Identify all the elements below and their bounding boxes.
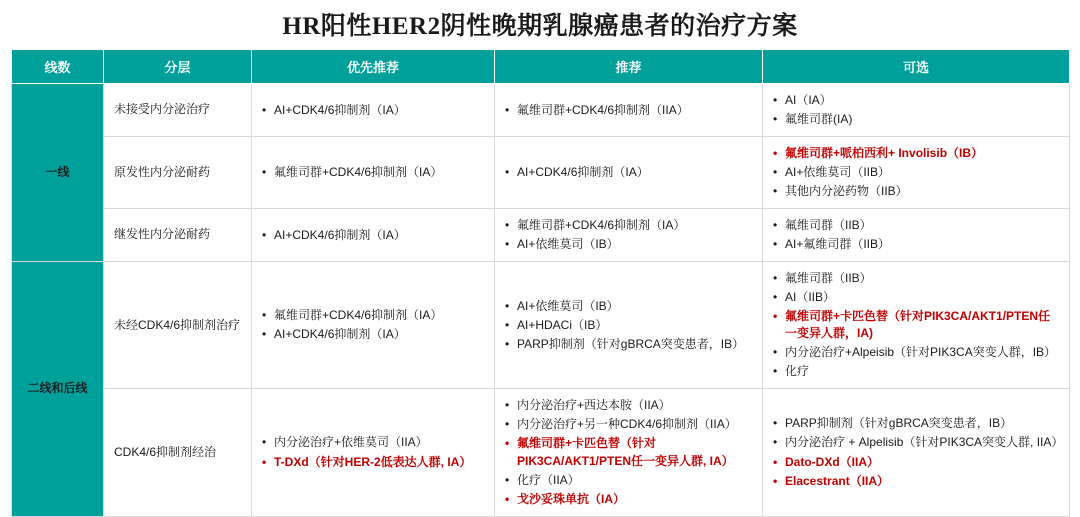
column-header-recommended: 推荐	[495, 50, 763, 84]
priority-cell	[252, 209, 495, 262]
list-item: • 内分泌治疗+Alpeisib（针对PIK3CA突变人群，IB）	[773, 344, 1059, 361]
page-title: HR阳性HER2阴性晚期乳腺癌患者的治疗方案	[282, 13, 798, 40]
stratum-cell: 原发性内分泌耐药	[104, 137, 252, 209]
stratum-cell: 继发性内分泌耐药	[104, 209, 252, 262]
table-row	[12, 84, 1070, 137]
item-list	[262, 227, 484, 244]
list-item: • AI+依维莫司（IB）	[505, 236, 752, 253]
item-list	[262, 164, 484, 181]
list-item: • 其他内分泌药物（IIB）	[773, 183, 1059, 200]
list-item: • 氟维司群+CDK4/6抑制剂（IA）	[262, 307, 484, 324]
list-item: • AI+HDACi（IB）	[505, 317, 752, 334]
table-body	[12, 84, 1070, 517]
item-list	[505, 102, 752, 119]
item-list	[505, 298, 752, 353]
list-item: • 氟维司群+CDK4/6抑制剂（IIA）	[505, 102, 752, 119]
recommended-cell	[495, 84, 763, 137]
item-list	[773, 270, 1059, 380]
optional-cell	[763, 209, 1070, 262]
recommended-cell	[495, 137, 763, 209]
column-header-stratum: 分层	[104, 50, 252, 84]
item-list	[505, 217, 752, 253]
list-item: • 氟维司群+CDK4/6抑制剂（IA）	[505, 217, 752, 234]
optional-cell	[763, 137, 1070, 209]
recommended-cell	[495, 262, 763, 389]
item-list	[505, 397, 752, 507]
stratum-cell: 未经CDK4/6抑制剂治疗	[104, 262, 252, 389]
list-item: • AI+CDK4/6抑制剂（IA）	[262, 102, 484, 119]
item-list	[262, 307, 484, 343]
list-item: • Elacestrant（IIA）	[773, 473, 1059, 490]
list-item: • 戈沙妥珠单抗（IA）	[505, 491, 752, 508]
item-list	[773, 415, 1064, 489]
list-item: • AI+CDK4/6抑制剂（IA）	[262, 326, 484, 343]
list-item: • 化疗（IIA）	[505, 472, 752, 489]
priority-cell	[252, 262, 495, 389]
recommended-cell	[495, 389, 763, 516]
column-header-priority: 优先推荐	[252, 50, 495, 84]
item-list	[773, 92, 1059, 128]
table-row	[12, 209, 1070, 262]
list-item: • 内分泌治疗+依维莫司（IIA）	[262, 434, 484, 451]
list-item: • 氟维司群（IIB）	[773, 270, 1059, 287]
list-item: • 氟维司群(IA)	[773, 111, 1059, 128]
recommended-cell	[495, 209, 763, 262]
optional-cell	[763, 84, 1070, 137]
line-group-label: 一线	[12, 84, 104, 262]
list-item: • AI+氟维司群（IIB）	[773, 236, 1059, 253]
list-item: • 氟维司群+卡匹色替（针对PIK3CA/AKT1/PTEN任一变异人群，IA)	[773, 308, 1059, 342]
optional-cell	[763, 389, 1070, 516]
list-item: • AI（IA）	[773, 92, 1059, 109]
list-item: • 氟维司群（IIB）	[773, 217, 1059, 234]
item-list	[773, 145, 1059, 200]
table-header-row	[12, 50, 1070, 84]
list-item: • T-DXd（针对HER-2低表达人群, IA）	[262, 454, 484, 471]
optional-cell	[763, 262, 1070, 389]
list-item: • 氟维司群+哌柏西利+ Involisib（IB）	[773, 145, 1059, 162]
list-item: • Dato-DXd（IIA）	[773, 454, 1059, 471]
list-item: • AI+依维莫司（IB）	[505, 298, 752, 315]
priority-cell	[252, 389, 495, 516]
table-row	[12, 389, 1070, 516]
table-row	[12, 137, 1070, 209]
priority-cell	[252, 137, 495, 209]
list-item: • AI（IIB）	[773, 289, 1059, 306]
item-list	[262, 434, 484, 470]
stratum-cell: CDK4/6抑制剂经治	[104, 389, 252, 516]
list-item: • 内分泌治疗+另一种CDK4/6抑制剂（IIA）	[505, 416, 752, 433]
item-list	[773, 217, 1059, 253]
list-item: • PARP抑制剂（针对gBRCA突变患者，IB）	[505, 336, 752, 353]
list-item: • AI+依维莫司（IIB）	[773, 164, 1059, 181]
treatment-table	[11, 49, 1070, 517]
list-item: • PARP抑制剂（针对gBRCA突变患者，IB）	[773, 415, 1059, 432]
column-header-line: 线数	[12, 50, 104, 84]
stratum-cell: 未接受内分泌治疗	[104, 84, 252, 137]
list-item: • AI+CDK4/6抑制剂（IA）	[262, 227, 484, 244]
table-row	[12, 262, 1070, 389]
list-item: • 氟维司群+卡匹色替（针对PIK3CA/AKT1/PTEN任一变异人群, IA）	[505, 435, 752, 469]
priority-cell	[252, 84, 495, 137]
list-item: • 内分泌治疗+西达本胺（IIA）	[505, 397, 752, 414]
item-list	[262, 102, 484, 119]
list-item: • 氟维司群+CDK4/6抑制剂（IA）	[262, 164, 484, 181]
list-item: • 内分泌治疗 + Alpelisib（针对PIK3CA突变人群, IIA）	[773, 434, 1059, 451]
line-group-label: 二线和后线	[12, 262, 104, 516]
list-item: • 化疗	[773, 363, 1059, 380]
item-list	[505, 164, 752, 181]
list-item: • AI+CDK4/6抑制剂（IA）	[505, 164, 752, 181]
column-header-optional: 可选	[763, 50, 1070, 84]
